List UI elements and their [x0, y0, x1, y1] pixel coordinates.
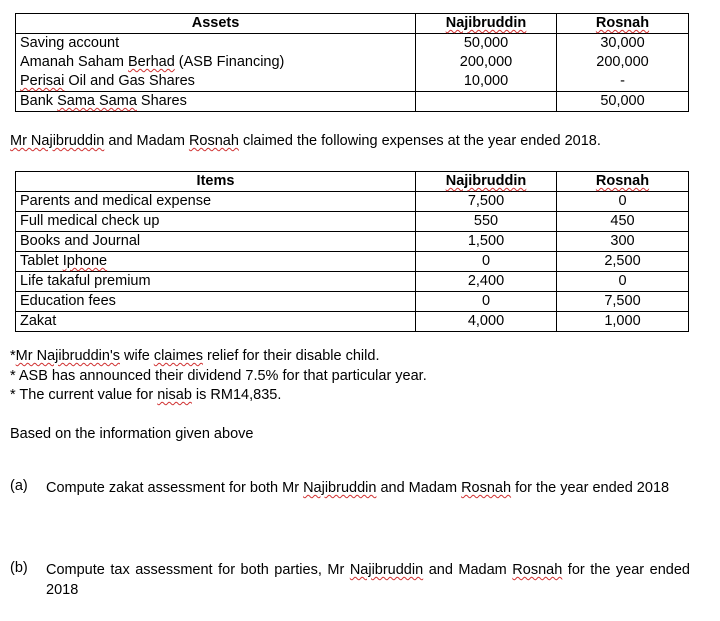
- asset-value: 200,000: [596, 54, 649, 70]
- expense-label: Life takaful premium: [16, 272, 416, 292]
- expenses-row: [16, 272, 689, 292]
- asset-value: [416, 92, 557, 112]
- assets-header-najibruddin: Najibruddin: [416, 14, 557, 34]
- note-line: * ASB has announced their dividend 7.5% for that particular year.: [10, 368, 427, 384]
- question-b: [10, 560, 690, 600]
- expenses-row: [16, 192, 689, 212]
- asset-label: Perisai Oil and Gas Shares: [20, 73, 195, 89]
- assets-header-rosnah: Rosnah: [557, 14, 689, 34]
- expense-value: 0: [416, 252, 557, 272]
- intro-text: Mr Najibruddin and Madam Rosnah claimed the following expenses at the year ended 2018.: [10, 133, 601, 149]
- question-label: (a): [10, 478, 28, 494]
- expense-value: 2,500: [557, 252, 689, 272]
- assets-last-row: [16, 92, 689, 112]
- question-a: [10, 478, 690, 498]
- assets-table: [15, 13, 689, 112]
- expense-value: 0: [557, 272, 689, 292]
- expenses-row: [16, 292, 689, 312]
- expenses-header-najibruddin: Najibruddin: [416, 172, 557, 192]
- expenses-row: [16, 212, 689, 232]
- assets-body-row: [16, 34, 689, 92]
- note-line: *Mr Najibruddin's wife claimes relief for their disable child.: [10, 348, 380, 364]
- expenses-row: [16, 252, 689, 272]
- expense-value: 2,400: [416, 272, 557, 292]
- asset-value: 200,000: [459, 54, 513, 70]
- expense-value: 4,000: [416, 312, 557, 332]
- asset-value: 50,000: [557, 92, 689, 112]
- asset-value: -: [620, 73, 625, 89]
- asset-value: 50,000: [463, 35, 509, 51]
- assets-labels-cell: [16, 34, 416, 92]
- expense-value: 300: [557, 232, 689, 252]
- expense-label: Education fees: [16, 292, 416, 312]
- expenses-header-row: [16, 172, 689, 192]
- expense-value: 0: [557, 192, 689, 212]
- question-text: Compute zakat assessment for both Mr Najibruddin and Madam Rosnah for the year ended 2018: [46, 480, 670, 496]
- expenses-row: [16, 312, 689, 332]
- expense-value: 7,500: [416, 192, 557, 212]
- assets-rosnah-cell: [557, 34, 689, 92]
- expense-label: Zakat: [16, 312, 416, 332]
- asset-label: Bank Sama Sama Shares: [16, 92, 416, 112]
- question-text: Compute tax assessment for both parties, Mr Najibruddin and Madam Rosnah for the year ended 2018: [46, 562, 690, 598]
- expense-label: Tablet Iphone: [16, 252, 416, 272]
- asset-label: Saving account: [20, 35, 120, 51]
- assets-najibruddin-cell: [416, 34, 557, 92]
- expense-value: 7,500: [557, 292, 689, 312]
- expense-value: 550: [416, 212, 557, 232]
- note-line: * The current value for nisab is RM14,835.: [10, 387, 282, 403]
- based-on-text: Based on the information given above: [10, 426, 254, 442]
- expense-value: 0: [416, 292, 557, 312]
- asset-value: 10,000: [463, 73, 509, 89]
- expense-label: Full medical check up: [16, 212, 416, 232]
- expense-label: Parents and medical expense: [16, 192, 416, 212]
- expenses-header-rosnah: Rosnah: [557, 172, 689, 192]
- expense-label: Books and Journal: [16, 232, 416, 252]
- expense-value: 450: [557, 212, 689, 232]
- assets-header-row: [16, 14, 689, 34]
- expenses-table: [15, 171, 689, 332]
- assets-header-assets: Assets: [16, 14, 416, 34]
- asset-label: Amanah Saham Berhad (ASB Financing): [20, 54, 285, 70]
- expenses-row: [16, 232, 689, 252]
- expense-value: 1,000: [557, 312, 689, 332]
- expenses-header-items: Items: [16, 172, 416, 192]
- question-label: (b): [10, 560, 28, 576]
- asset-value: 30,000: [600, 35, 645, 51]
- expense-value: 1,500: [416, 232, 557, 252]
